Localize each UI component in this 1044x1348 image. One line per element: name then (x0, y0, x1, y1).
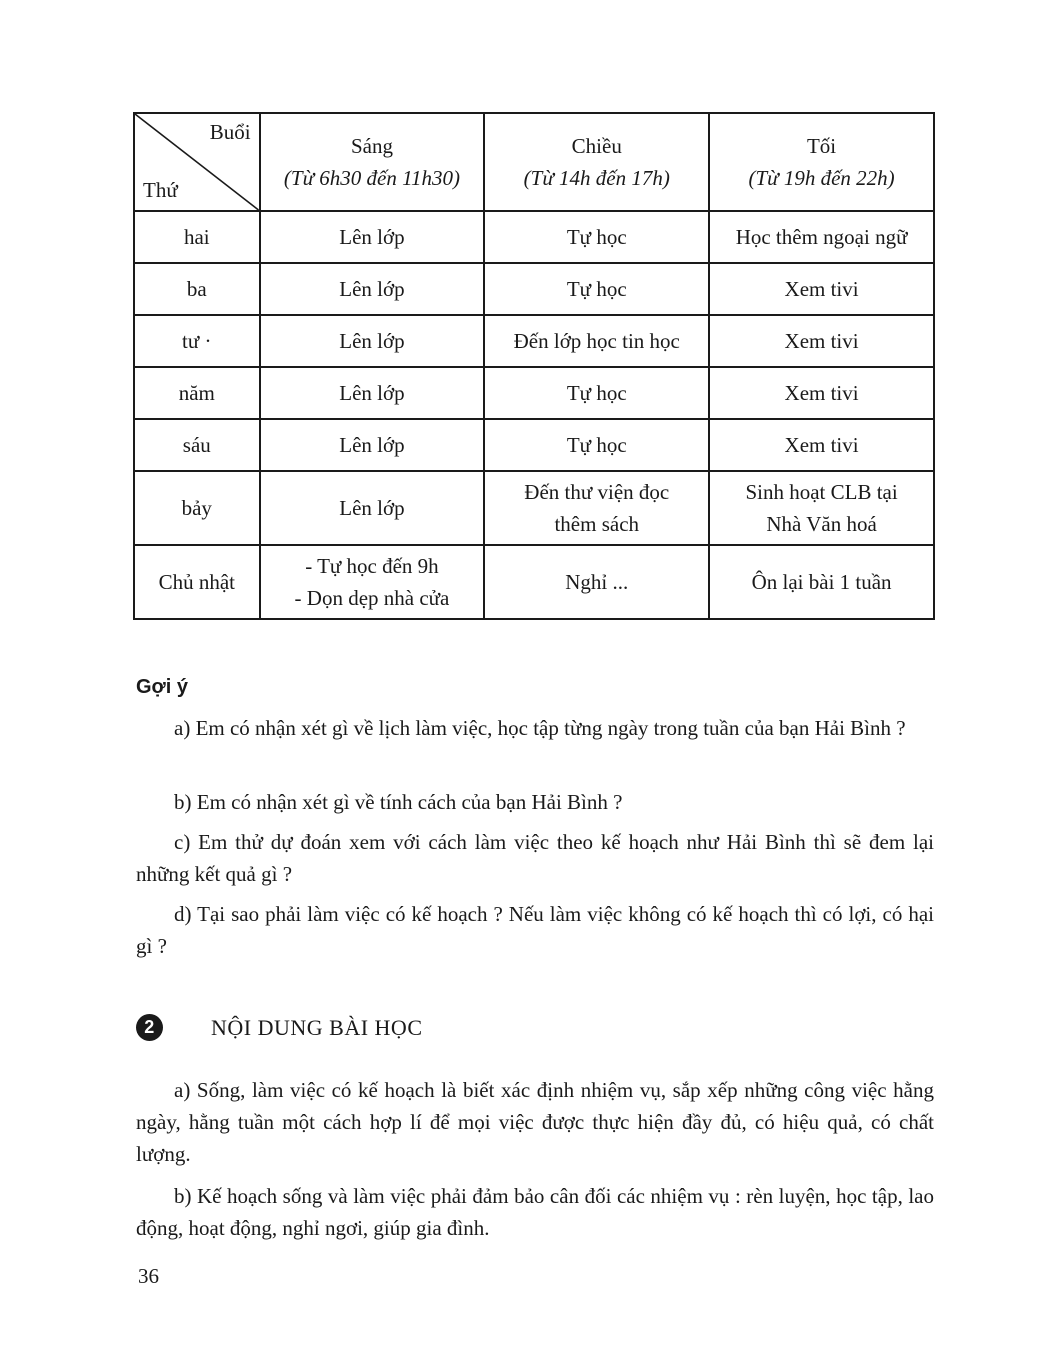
evening-cell: Ôn lại bài 1 tuần (709, 545, 934, 619)
column-name: Chiều (571, 134, 622, 158)
afternoon-cell: Tự học (484, 419, 709, 471)
cell-line: Đến thư viện đọc (524, 480, 670, 504)
hint-item-a: a) Em có nhận xét gì về lịch làm việc, học tập từng ngày trong tuần của bạn Hải Bình ? (174, 716, 906, 740)
table-row (134, 263, 934, 315)
corner-day-label: Thứ (143, 178, 178, 202)
column-header-morning (260, 113, 485, 211)
hint-item-c: c) Em thử dự đoán xem với cách làm việc theo kế hoạch như Hải Bình thì sẽ đem lại những kết quả gì ? (136, 830, 934, 886)
cell-line: - Dọn dẹp nhà cửa (294, 586, 450, 610)
hints-title: Gợi ý (136, 676, 189, 698)
column-header-afternoon (484, 113, 709, 211)
weekly-schedule-table (133, 112, 935, 620)
evening-cell: Xem tivi (709, 263, 934, 315)
afternoon-cell: Nghỉ ... (484, 545, 709, 619)
morning-cell: Lên lớp (260, 471, 485, 545)
column-name: Sáng (350, 134, 393, 158)
table-row (134, 545, 934, 619)
morning-cell: Lên lớp (260, 367, 485, 419)
column-time: (Từ 6h30 đến 11h30) (283, 166, 461, 190)
corner-session-label: Buổi (209, 120, 251, 144)
column-time: (Từ 19h đến 22h) (748, 166, 895, 190)
afternoon-cell: Tự học (484, 367, 709, 419)
afternoon-cell: Đến lớp học tin học (484, 315, 709, 367)
column-header-evening (709, 113, 934, 211)
afternoon-cell: Tự học (484, 211, 709, 263)
section-heading (136, 1014, 423, 1041)
cell-line: thêm sách (554, 512, 640, 536)
cell-line: - Tự học đến 9h (305, 554, 439, 578)
evening-cell: Xem tivi (709, 367, 934, 419)
day-cell: năm (134, 367, 260, 419)
table-row (134, 419, 934, 471)
table-header-row (134, 113, 934, 211)
afternoon-cell (484, 471, 709, 545)
evening-cell: Học thêm ngoại ngữ (709, 211, 934, 263)
column-name: Tối (806, 134, 837, 158)
table-row (134, 211, 934, 263)
lesson-paragraph-a: a) Sống, làm việc có kế hoạch là biết xác định nhiệm vụ, sắp xếp những công việc hằng ngày, hằng tuần một cách hợp lí để mọi việc được thực hiện đầy đủ, có hiệu quả, có chất lượng. (136, 1078, 934, 1166)
afternoon-cell: Tự học (484, 263, 709, 315)
morning-cell: Lên lớp (260, 419, 485, 471)
column-time: (Từ 14h đến 17h) (523, 166, 670, 190)
lesson-paragraph-b: b) Kế hoạch sống và làm việc phải đảm bảo cân đối các nhiệm vụ : rèn luyện, học tập, lao động, hoạt động, nghỉ ngơi, giúp gia đình. (136, 1184, 934, 1240)
day-cell: hai (134, 211, 260, 263)
table-row (134, 471, 934, 545)
cell-line: Nhà Văn hoá (766, 512, 877, 536)
evening-cell: Xem tivi (709, 419, 934, 471)
hint-item-b: b) Em có nhận xét gì về tính cách của bạn Hải Bình ? (174, 790, 623, 814)
day-cell: ba (134, 263, 260, 315)
day-cell: Chủ nhật (134, 545, 260, 619)
evening-cell (709, 471, 934, 545)
morning-cell: Lên lớp (260, 211, 485, 263)
evening-cell: Xem tivi (709, 315, 934, 367)
section-title: NỘI DUNG BÀI HỌC (211, 1014, 423, 1040)
cell-line: Sinh hoạt CLB tại (745, 480, 898, 504)
morning-cell (260, 545, 485, 619)
table-row (134, 315, 934, 367)
day-cell: bảy (134, 471, 260, 545)
morning-cell: Lên lớp (260, 263, 485, 315)
morning-cell: Lên lớp (260, 315, 485, 367)
day-cell: tư · (134, 315, 260, 367)
table-row (134, 367, 934, 419)
table-corner-cell (134, 113, 260, 211)
hint-item-d: d) Tại sao phải làm việc có kế hoạch ? Nếu làm việc không có kế hoạch thì có lợi, có hại gì ? (136, 902, 934, 958)
day-cell: sáu (134, 419, 260, 471)
page-number: 36 (138, 1264, 159, 1288)
section-number-badge: 2 (136, 1014, 163, 1041)
